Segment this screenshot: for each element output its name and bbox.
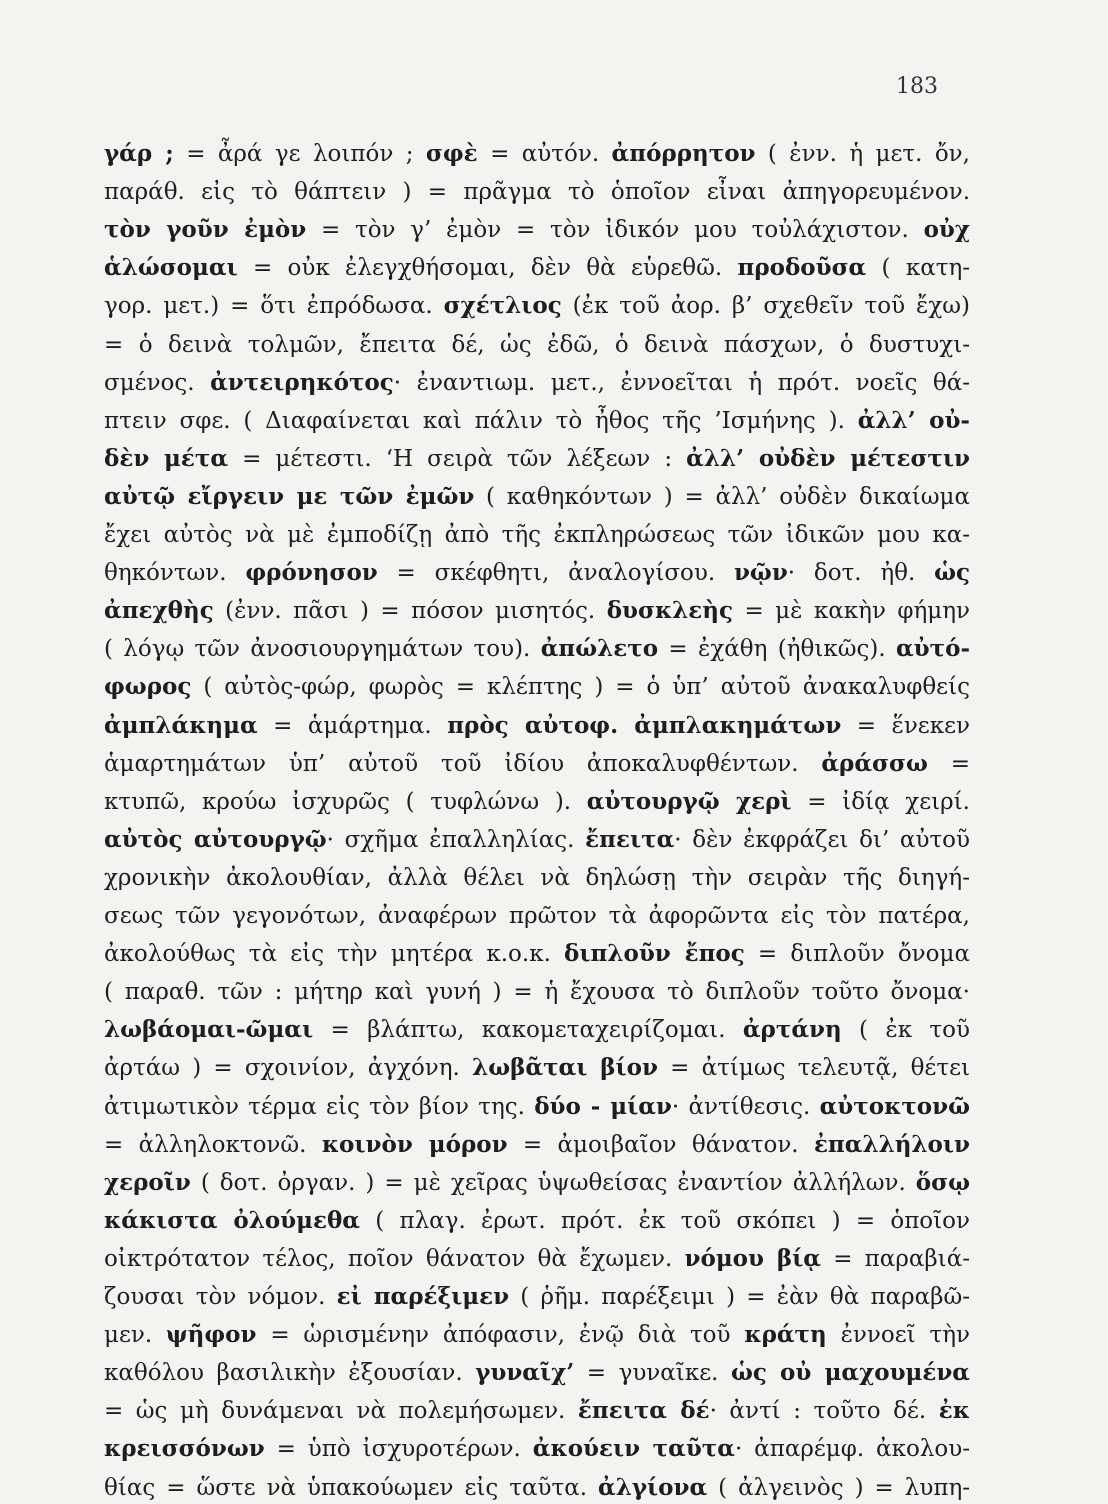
text-line — [104, 976, 970, 1008]
lemma: ὡς — [934, 559, 970, 587]
gloss: ( δοτ. ὀργαν. ) = μὲ χεῖρας ὑψωθείσας ἐναντίον ἀλλήλων. — [190, 1169, 916, 1196]
text-line — [104, 595, 970, 627]
lemma: γάρ ; — [104, 140, 174, 167]
text-line — [104, 710, 970, 742]
text-line — [104, 481, 970, 513]
gloss: ζουσαι τὸν νόμον. — [104, 1284, 337, 1310]
text-line — [104, 176, 970, 208]
lemma: ἀπόρρητον — [611, 140, 756, 167]
gloss: ἀτιμωτικὸν τέρμα εἰς τὸν βίον της. — [104, 1093, 535, 1120]
text-line — [104, 1052, 970, 1084]
gloss: κτυπῶ, κρούω ἰσχυρῶς ( τυφλώνω ). — [104, 788, 587, 815]
gloss: · ἀντί : τοῦτο δέ. — [709, 1398, 939, 1425]
gloss: = ἐχάθη (ἠθικῶς). — [658, 636, 896, 663]
text-line — [104, 1129, 970, 1161]
gloss: ἀκολούθως τὰ εἰς τὴν μητέρα κ.ο.κ. — [104, 941, 565, 968]
lemma: κοινὸν μόρον — [321, 1130, 508, 1158]
lemma: τὸν γοῦν ἐμὸν — [104, 216, 307, 244]
lemma: πρὸς αὐτοφ. ἀμπλακημάτων — [447, 711, 842, 739]
text-line — [104, 938, 970, 970]
text-line — [104, 1433, 970, 1465]
lemma: ἀλλ’ οὐδὲν μέτεστιν — [686, 444, 970, 472]
text-line — [104, 443, 970, 475]
lemma: ἐπαλλήλοιν — [813, 1130, 970, 1158]
lemma: φρόνησον — [245, 559, 378, 587]
gloss: = αὐτόν. — [477, 141, 612, 167]
gloss: ( ἐνν. ἡ μετ. ὄν, — [755, 141, 970, 167]
text-line — [104, 405, 970, 437]
gloss: = βλάπτω, κακομεταχειρίζομαι. — [313, 1017, 743, 1044]
text-line — [104, 557, 970, 589]
lemma: χεροῖν — [104, 1168, 191, 1196]
gloss: = ὑπὸ ἰσχυροτέρων. — [264, 1436, 533, 1463]
lemma: ἀπεχθὴς — [104, 597, 214, 625]
lemma: κρεισσόνων — [104, 1435, 265, 1463]
lemma: αὐτουργῷ χερὶ — [586, 787, 792, 815]
lemma: οὐχ — [923, 216, 970, 244]
lemma: αὐτοκτονῶ — [819, 1092, 970, 1120]
gloss: οἰκτρότατον τέλος, ποῖον θάνατον θὰ ἔχωμεν. — [104, 1245, 685, 1272]
gloss: ( ἀλγεινὸς ) = λυπη- — [707, 1474, 971, 1501]
gloss: ( ῥῆμ. παρέξειμι ) = ἐὰν θὰ παραβῶ- — [509, 1284, 970, 1310]
gloss: = ἀτίμως τελευτᾷ, θέτει — [657, 1055, 970, 1082]
text-line — [104, 1167, 970, 1199]
gloss: · σχῆμα ἐπαλληλίας. — [326, 826, 586, 853]
text-line — [104, 1357, 970, 1389]
gloss: πτειν σφε. ( Διαφαίνεται καὶ πάλιν τὸ ἦθος τῆς ’Ισμήνης ). — [104, 407, 858, 434]
gloss: = ἕνεκεν — [841, 712, 970, 739]
lemma: ἀμπλάκημα — [104, 711, 258, 739]
gloss: ( πλαγ. ἐρωτ. πρότ. ἐκ τοῦ σκόπει ) = ὁποῖον — [360, 1207, 971, 1234]
text-line — [104, 786, 970, 818]
page-number: 183 — [896, 74, 938, 99]
gloss: = ἰδίᾳ χειρί. — [791, 788, 970, 815]
gloss: θηκόντων. — [104, 560, 246, 587]
text-line — [104, 862, 970, 894]
gloss: = ὡρισμένην ἀπόφασιν, ἐνῷ διὰ τοῦ — [256, 1322, 745, 1349]
lemma: ἀκούειν ταῦτα — [532, 1435, 735, 1463]
gloss: = ἁμάρτημα. — [257, 712, 448, 739]
lemma: ἔπειτα δέ — [577, 1397, 710, 1425]
lemma: κάκιστα ὀλούμεθα — [104, 1206, 361, 1234]
lemma: εἰ παρέξιμεν — [336, 1283, 510, 1310]
gloss: σμένος. — [104, 369, 211, 396]
gloss: ἐννοεῖ τὴν — [826, 1322, 970, 1349]
gloss: = παραβιά- — [820, 1245, 971, 1272]
lemma: κράτη — [744, 1321, 827, 1349]
gloss: = ἀλληλοκτονῶ. — [104, 1131, 322, 1158]
lemma: δυσκλεὴς — [606, 597, 734, 625]
text-line — [104, 748, 970, 780]
gloss: (ἐκ τοῦ ἀορ. β’ σχεθεῖν τοῦ ἔχω) — [561, 293, 970, 320]
gloss: = — [927, 750, 970, 777]
lemma: αὐτὸς αὐτουργῷ — [104, 825, 327, 853]
lemma: ἐκ — [938, 1397, 971, 1425]
lemma: φωρος — [104, 673, 192, 701]
text-line — [104, 290, 970, 322]
gloss: = ὁ δεινὰ τολμῶν, ἔπειτα δέ, ὡς ἐδῶ, ὁ δεινὰ πάσχων, ὁ δυστυχι- — [104, 331, 970, 358]
gloss: · δοτ. ἠθ. — [787, 560, 935, 587]
gloss: ἔχει αὐτὸς νὰ μὲ ἐμποδίζῃ ἀπὸ τῆς ἐκπληρώσεως τῶν ἰδικῶν μου κα- — [104, 522, 970, 548]
text-line — [104, 1395, 970, 1427]
lemma: σχέτλιος — [443, 292, 562, 320]
text-line — [104, 824, 970, 856]
lemma: προδοῦσα — [737, 254, 867, 282]
gloss: μεν. — [104, 1322, 166, 1349]
lemma: σφὲ — [425, 140, 478, 167]
text-line — [104, 1014, 970, 1046]
text-line — [104, 519, 970, 551]
text-line — [104, 138, 970, 170]
gloss: = οὐκ ἐλεγχθήσομαι, δὲν θὰ εὑρεθῶ. — [237, 255, 738, 282]
gloss: ( κατη- — [866, 255, 970, 282]
lemma: νῷν — [733, 559, 788, 587]
gloss: = ἆρά γε λοιπόν ; — [173, 141, 426, 167]
text-line — [104, 900, 970, 932]
gloss: ( αὐτὸς-φώρ, φωρὸς = κλέπτης ) = ὁ ὑπ’ αὐτοῦ ἀνακαλυφθείς — [191, 674, 970, 701]
gloss: χρονικὴν ἀκολουθίαν, ἀλλὰ θέλει νὰ δηλώσῃ τὴν σειρὰν τῆς διηγή- — [104, 864, 970, 891]
text-line — [104, 329, 970, 361]
lemma: ἀλλ’ οὐ- — [857, 406, 970, 434]
lemma: ὡς οὐ μαχουμένα — [730, 1359, 970, 1387]
lemma: λωβάομαι-ῶμαι — [104, 1016, 314, 1044]
gloss: παράθ. εἰς τὸ θάπτειν ) = πρᾶγμα τὸ ὁποῖον εἶναι ἀπηγορευμένον. — [104, 179, 970, 206]
gloss: = σκέφθητι, ἀναλογίσου. — [377, 560, 734, 587]
text-line — [104, 252, 970, 284]
gloss: ἀρτάω ) = σχοινίον, ἀγχόνη. — [104, 1055, 473, 1082]
gloss: καθόλου βασιλικὴν ἐξουσίαν. — [104, 1360, 476, 1387]
gloss: = μέτεστι. ‘Η σειρὰ τῶν λέξεων : — [228, 445, 687, 472]
text-line — [104, 1091, 970, 1123]
lemma: δύο - μίαν — [534, 1092, 672, 1120]
lemma: νόμου βίᾳ — [684, 1244, 821, 1272]
lemma: δὲν μέτα — [104, 444, 229, 472]
gloss: · ἀπαρέμφ. ἀκολου- — [734, 1436, 970, 1463]
lemma: γυναῖχ’ — [475, 1359, 575, 1387]
text-line — [104, 367, 970, 399]
gloss: · ἐναντιωμ. μετ., ἐννοεῖται ἡ πρότ. νοεῖς θά- — [393, 369, 970, 396]
lemma: ἁλώσομαι — [104, 254, 238, 282]
text-line — [104, 214, 970, 246]
lemma: αὐτό- — [895, 635, 970, 663]
lemma: ὅσῳ — [915, 1168, 970, 1196]
lemma: ἀπώλετο — [540, 635, 659, 663]
gloss: = τὸν γ’ ἐμὸν = τὸν ἰδικόν μου τοὐλάχιστον. — [306, 217, 924, 244]
gloss: = γυναῖκε. — [574, 1360, 731, 1387]
gloss: (ἐνν. πᾶσι ) = πόσον μισητός. — [213, 598, 607, 625]
text-line — [104, 633, 970, 665]
lemma: ἀράσσω — [821, 749, 928, 777]
gloss: = μὲ κακὴν φήμην — [733, 598, 970, 625]
gloss: σεως τῶν γεγονότων, ἀναφέρων πρῶτον τὰ ἀφορῶντα εἰς τὸν πατέρα, — [104, 903, 970, 929]
lemma: ψῆφον — [166, 1321, 257, 1349]
gloss: = ἀμοιβαῖον θάνατον. — [507, 1131, 814, 1158]
gloss: ( καθηκόντων ) = ἀλλ’ οὐδὲν δικαίωμα — [474, 483, 971, 510]
lemma: ἀρτάνη — [742, 1016, 842, 1044]
lemma: ἔπειτα — [585, 825, 675, 853]
lemma: ἀντειρηκότος — [210, 368, 394, 396]
gloss: θίας = ὥστε νὰ ὑπακούωμεν εἰς ταῦτα. — [104, 1474, 599, 1501]
gloss: γορ. μετ.) = ὅτι ἐπρόδωσα. — [104, 293, 444, 320]
text-line — [104, 1472, 970, 1504]
gloss: = ὡς μὴ δυνάμεναι νὰ πολεμήσωμεν. — [104, 1398, 578, 1425]
text-line — [104, 1205, 970, 1237]
lemma: αὐτῷ εἴργειν με τῶν ἐμῶν — [104, 482, 475, 510]
lemma: διπλοῦν ἔπος — [564, 940, 745, 968]
gloss: ( παραθ. τῶν : μήτηρ καὶ γυνή ) = ἡ ἔχουσα τὸ διπλοῦν τοῦτο ὄνομα· — [104, 979, 970, 1006]
text-line — [104, 1319, 970, 1351]
lemma: ἀλγίονα — [598, 1473, 708, 1501]
gloss: ( ἐκ τοῦ — [841, 1017, 970, 1044]
text-line — [104, 1243, 970, 1275]
gloss: ( λόγῳ τῶν ἀνοσιουργημάτων του). — [104, 636, 541, 663]
text-line — [104, 671, 970, 703]
gloss: · δὲν ἐκφράζει δι’ αὐτοῦ — [674, 826, 970, 853]
gloss: = διπλοῦν ὄνομα — [744, 941, 970, 968]
gloss: ἁμαρτημάτων ὑπ’ αὐτοῦ τοῦ ἰδίου ἀποκαλυφθέντων. — [104, 750, 822, 777]
gloss: · ἀντίθεσις. — [671, 1093, 820, 1120]
text-line — [104, 1281, 970, 1313]
lemma: λωβᾶται βίον — [472, 1054, 658, 1082]
